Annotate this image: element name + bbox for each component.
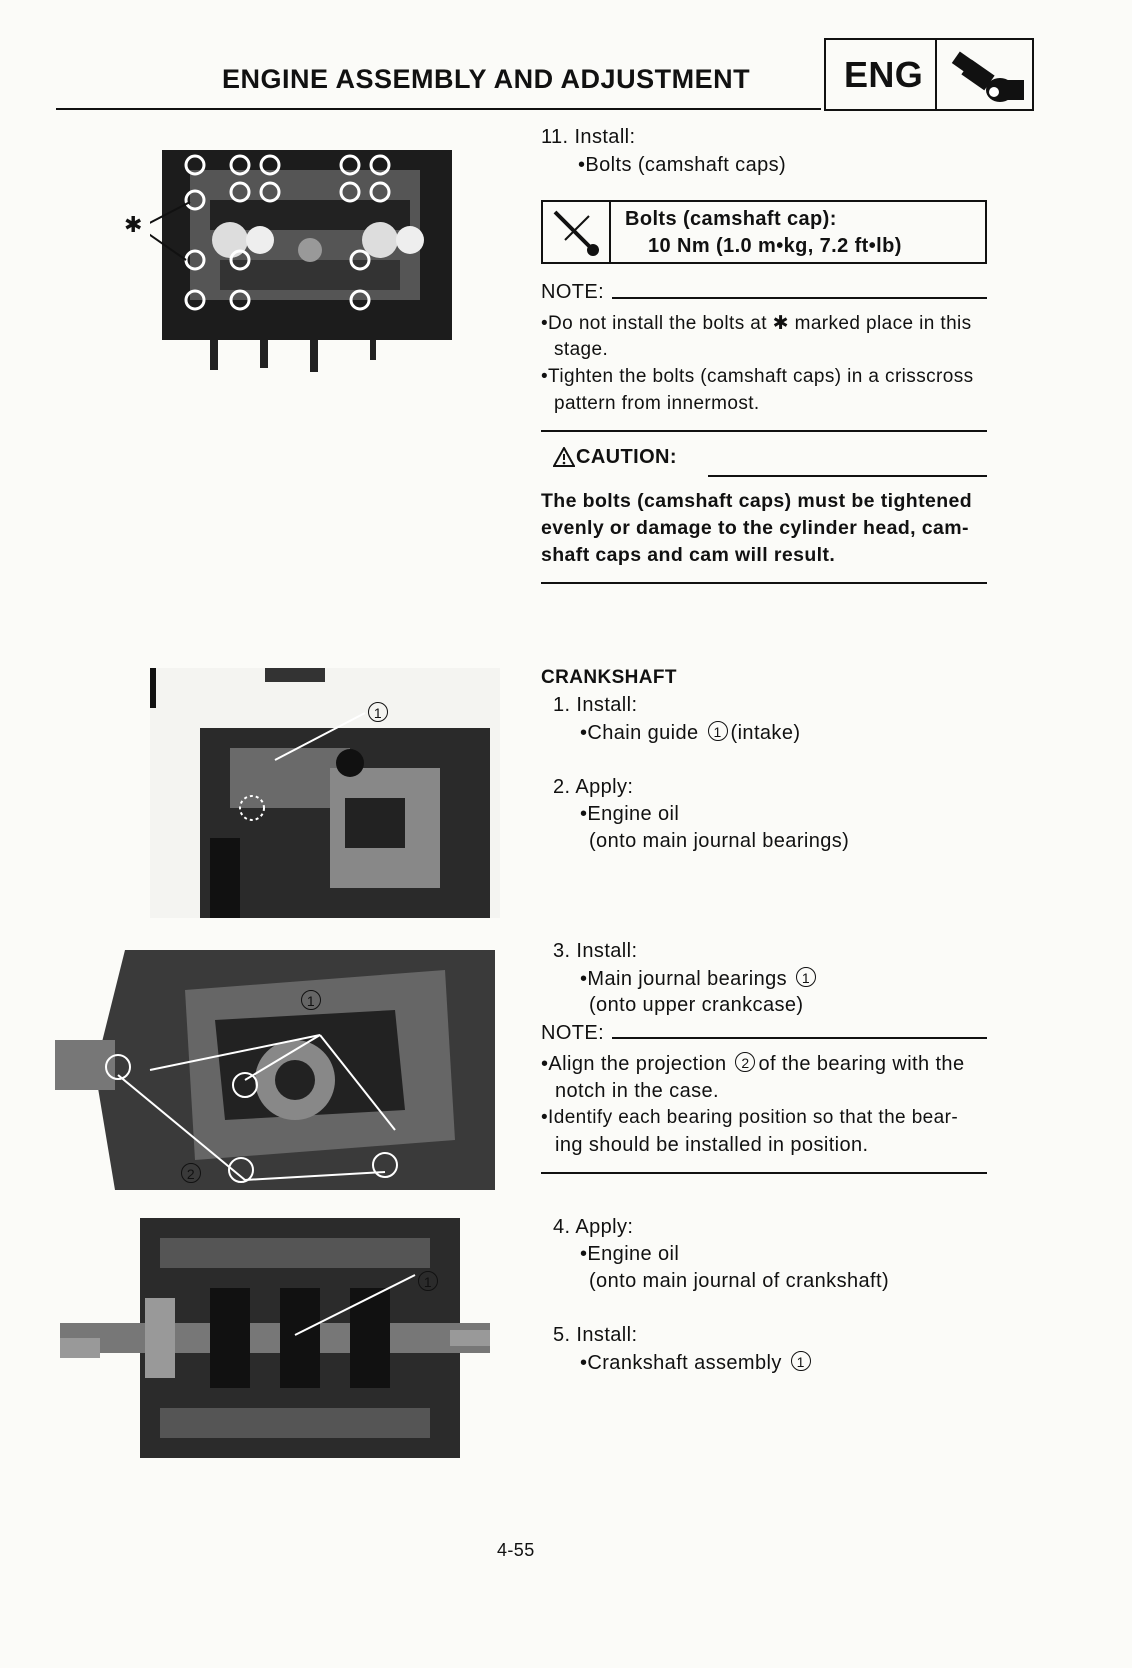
ref-2: 2 [735, 1052, 755, 1072]
photo2-callout [365, 702, 391, 726]
step-2-item: •Engine oil [580, 803, 680, 825]
step-4-item: •Engine oil [580, 1243, 680, 1265]
photo4-callout [415, 1271, 441, 1295]
note-end-rule-2 [541, 1172, 987, 1174]
caution-end-rule [541, 582, 987, 584]
step-11-item: •Bolts (camshaft caps) [578, 154, 787, 176]
ref-1: 1 [791, 1351, 811, 1371]
note-2b: pattern from innermost. [554, 393, 760, 414]
note-1a: •Do not install the bolts at ✱ marked place in this [541, 313, 972, 334]
engine-icon [944, 46, 1030, 106]
photo3-callout-1 [298, 990, 324, 1014]
photo-crankcase-bearings [55, 940, 500, 1190]
note-label-1: NOTE: [541, 281, 605, 303]
callout-ref: 1 [368, 702, 388, 722]
step-5-item-text: •Crankshaft assembly [580, 1352, 782, 1374]
photo-crankshaft [60, 1218, 490, 1458]
page-number: 4-55 [497, 1540, 535, 1560]
crankcase-illustration [55, 940, 500, 1190]
eng-tag-box [824, 38, 1034, 111]
note-end-rule-1 [541, 430, 987, 432]
step-3: 3. Install: [553, 940, 638, 962]
step-11: 11. Install: [541, 126, 636, 148]
spec-label: Bolts (camshaft cap): [625, 208, 837, 230]
note-identify-a: •Identify each bearing position so that the bear- [541, 1107, 959, 1128]
spec-value: 10 Nm (1.0 m•kg, 7.2 ft•lb) [648, 235, 902, 257]
step-2: 2. Apply: [553, 776, 634, 798]
caution-label: CAUTION: [576, 446, 677, 468]
note-2a: •Tighten the bolts (camshaft caps) in a crisscross [541, 366, 974, 387]
caution-line-2: evenly or damage to the cylinder head, cam- [541, 517, 969, 539]
callout-ref: 1 [301, 990, 321, 1010]
step-5: 5. Install: [553, 1324, 638, 1346]
step-1-item [580, 721, 800, 745]
cylinder-head-illustration [150, 140, 470, 380]
step-4: 4. Apply: [553, 1216, 634, 1238]
crankshaft-heading: CRANKSHAFT [541, 667, 677, 688]
photo-chain-guide [150, 668, 500, 918]
eng-tag-label: ENG [844, 54, 924, 95]
page-title: ENGINE ASSEMBLY AND ADJUSTMENT [222, 64, 751, 94]
step-5-item [580, 1351, 814, 1375]
spec-divider [609, 202, 611, 262]
note-align-text-2: of the bearing with the [758, 1053, 965, 1075]
torque-spec-box [541, 200, 987, 264]
ref-1: 1 [708, 721, 728, 741]
caution-rule [708, 475, 987, 477]
step-4-sub: (onto main journal of crankshaft) [589, 1270, 890, 1292]
caution-line-1: The bolts (camshaft caps) must be tightened [541, 490, 973, 512]
torque-wrench-icon [549, 206, 605, 260]
photo3-callout-2 [178, 1163, 204, 1187]
step-3-item-text: •Main journal bearings [580, 968, 788, 990]
step-3-sub: (onto upper crankcase) [589, 994, 804, 1016]
step-3-item [580, 967, 819, 991]
callout-ref: 2 [181, 1163, 201, 1183]
star-marker: ✱ [124, 212, 143, 237]
crankshaft-illustration [60, 1218, 490, 1458]
caution-line-3: shaft caps and cam will result. [541, 544, 836, 566]
callout-ref: 1 [418, 1271, 438, 1291]
warning-triangle-icon [553, 447, 575, 467]
note-align [541, 1052, 964, 1076]
header-rule [56, 108, 821, 110]
note-align-c: notch in the case. [555, 1080, 719, 1102]
note-rule-2 [612, 1037, 987, 1039]
tag-divider [935, 40, 937, 109]
ref-1: 1 [796, 967, 816, 987]
step-2-sub: (onto main journal bearings) [589, 830, 850, 852]
note-identify-b: ing should be installed in position. [555, 1134, 869, 1156]
step-1-item-suffix: (intake) [730, 722, 801, 744]
note-label-2: NOTE: [541, 1022, 605, 1044]
chain-guide-illustration [150, 668, 500, 918]
step-1-item-text: •Chain guide [580, 722, 699, 744]
note-align-text: •Align the projection [541, 1053, 727, 1075]
note-rule-1 [612, 297, 987, 299]
photo-cylinder-head [150, 140, 470, 380]
step-1: 1. Install: [553, 694, 638, 716]
note-1b: stage. [554, 339, 609, 360]
